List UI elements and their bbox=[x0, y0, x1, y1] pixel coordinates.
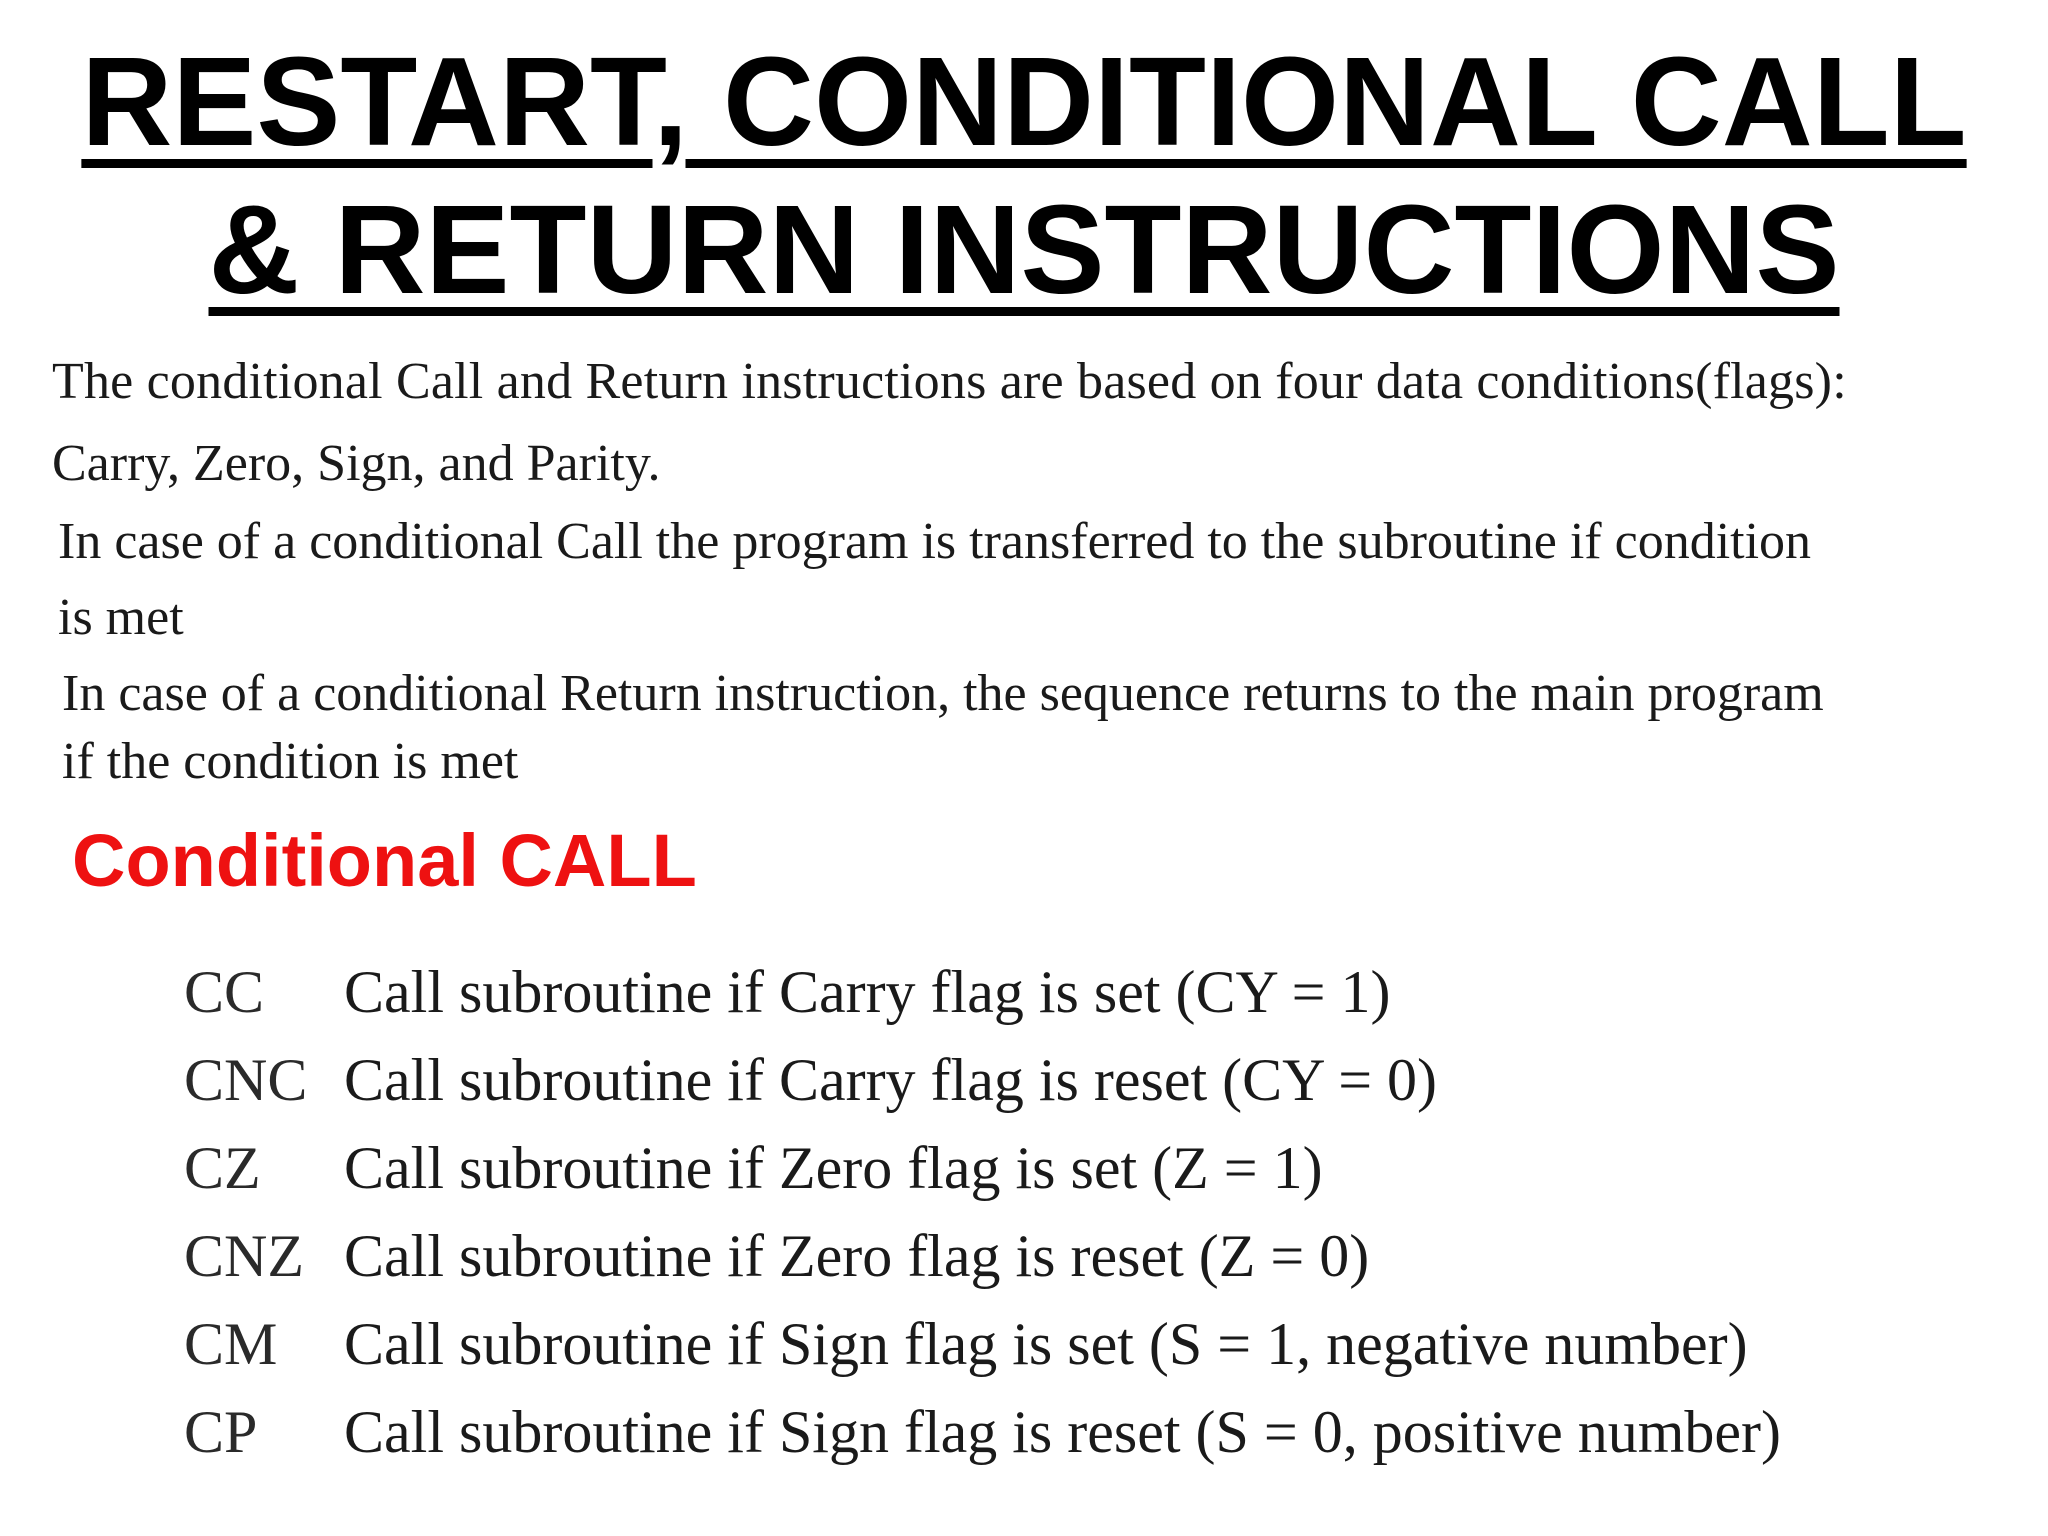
intro-paragraph-2-line-2: is met bbox=[58, 589, 184, 646]
instruction-description: Call subroutine if Carry flag is set (CY = 1) bbox=[344, 959, 1391, 1025]
intro-paragraph-3-line-1: In case of a conditional Return instruction, the sequence returns to the main program bbox=[62, 665, 1824, 722]
intro-paragraph-1-line-1: The conditional Call and Return instructions are based on four data conditions(flags): bbox=[52, 353, 1847, 410]
intro-paragraph-1-line-2: Carry, Zero, Sign, and Parity. bbox=[52, 435, 661, 492]
instruction-row bbox=[184, 1398, 1781, 1486]
intro-paragraph-3-line-2: if the condition is met bbox=[62, 733, 519, 790]
title-line-2: & RETURN INSTRUCTIONS bbox=[208, 179, 1840, 320]
instruction-list bbox=[184, 958, 1781, 1486]
instruction-row bbox=[184, 1222, 1781, 1310]
instruction-code: CNZ bbox=[184, 1223, 304, 1289]
instruction-row bbox=[184, 1310, 1781, 1398]
instruction-description: Call subroutine if Zero flag is reset (Z = 0) bbox=[344, 1223, 1370, 1289]
instruction-description: Call subroutine if Sign flag is set (S = 1, negative number) bbox=[344, 1311, 1748, 1377]
instruction-code: CZ bbox=[184, 1135, 261, 1201]
section-heading-conditional-call: Conditional CALL bbox=[72, 819, 697, 902]
intro-paragraph-2-line-1: In case of a conditional Call the program is transferred to the subroutine if condition bbox=[58, 513, 1812, 570]
instruction-description: Call subroutine if Zero flag is set (Z = 1) bbox=[344, 1135, 1323, 1201]
instruction-description: Call subroutine if Carry flag is reset (CY = 0) bbox=[344, 1047, 1438, 1113]
instruction-row bbox=[184, 1134, 1781, 1222]
instruction-code: CNC bbox=[184, 1047, 308, 1113]
slide-title bbox=[0, 28, 2048, 324]
instruction-description: Call subroutine if Sign flag is reset (S = 0, positive number) bbox=[344, 1399, 1781, 1465]
instruction-code: CP bbox=[184, 1399, 258, 1465]
instruction-row bbox=[184, 1046, 1781, 1134]
instruction-code: CM bbox=[184, 1311, 278, 1377]
instruction-row bbox=[184, 958, 1781, 1046]
title-line-1: RESTART, CONDITIONAL CALL bbox=[81, 31, 1967, 172]
instruction-code: CC bbox=[184, 959, 265, 1025]
